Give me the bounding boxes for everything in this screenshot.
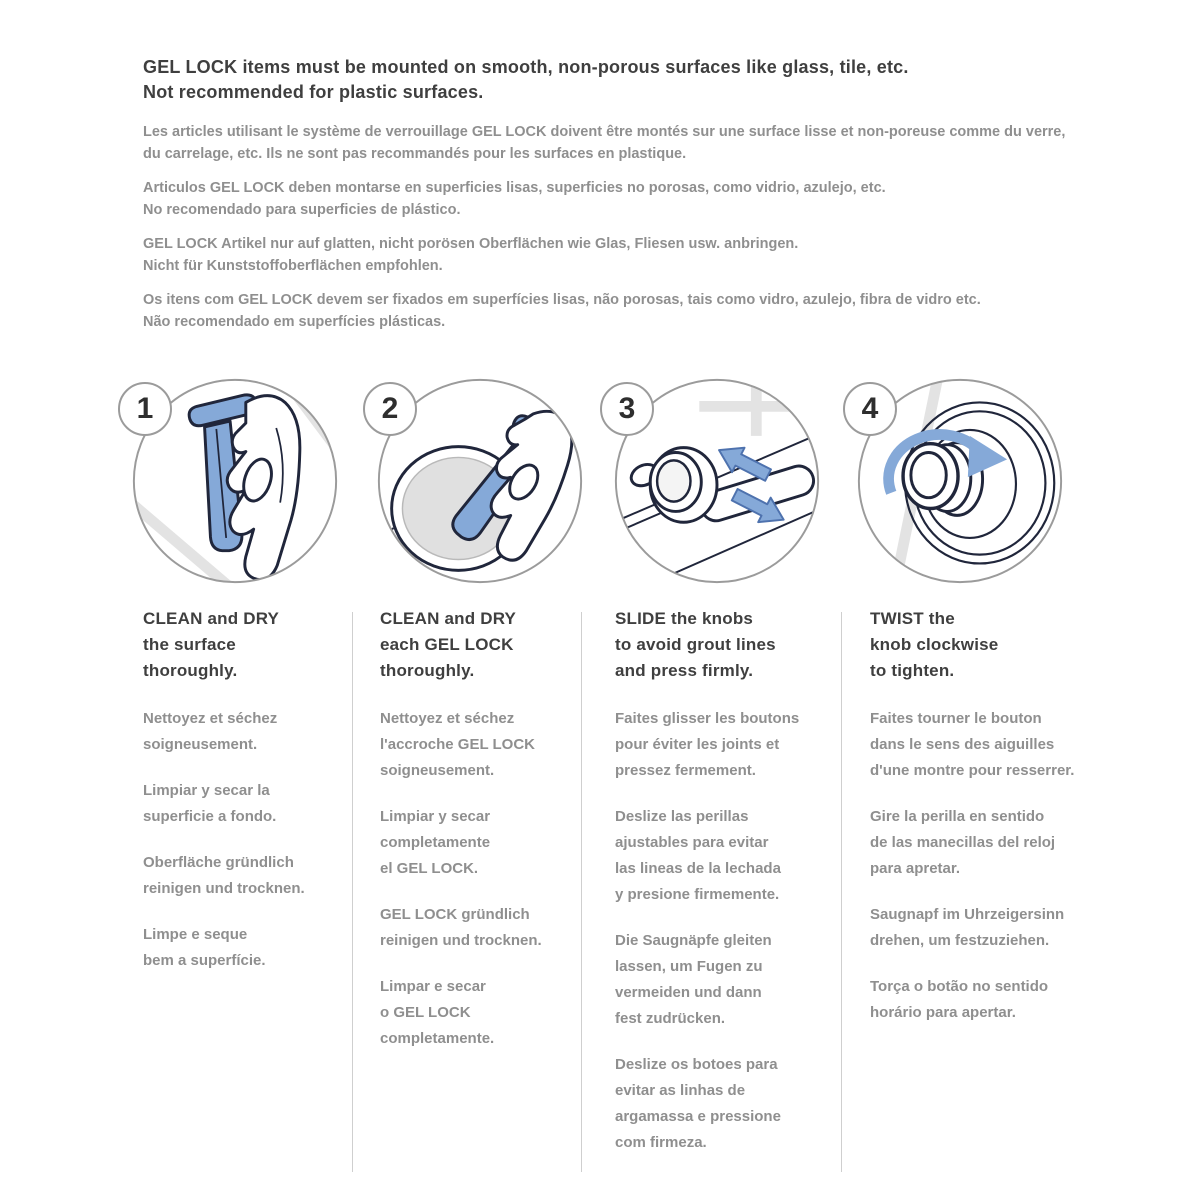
- step-text-french: Nettoyez et séchez l'accroche GEL LOCK soigneusement.: [380, 710, 536, 779]
- step-text-french: Faites tourner le bouton dans le sens des aiguilles d'une montre pour resserrer.: [870, 710, 1075, 779]
- step-text-german: Oberfläche gründlich reinigen und trocknen.: [143, 854, 305, 897]
- step-text-spanish: Limpiar y secar la superficie a fondo.: [143, 782, 277, 825]
- step-heading: CLEAN and DRY each GEL LOCK thoroughly.: [380, 609, 517, 680]
- step-number-badge: [363, 382, 417, 436]
- step-2-figure: [372, 373, 588, 589]
- step-4-figure: [852, 373, 1068, 589]
- step-text-spanish: Gire la perilla en sentido de las manecillas del reloj para apretar.: [870, 808, 1056, 877]
- step-number-badge: [118, 382, 172, 436]
- intro-spanish: Articulos GEL LOCK deben montarse en superficies lisas, superficies no porosas, como vidrio, azulejo, etc. No recomendado para superficies de plástico.: [143, 180, 886, 218]
- step-text-portuguese: Deslize os botoes para evitar as linhas de argamassa e pressione com firmeza.: [615, 1056, 781, 1151]
- step-4-text-column: [870, 606, 1095, 1046]
- intro-text-block: [143, 55, 1078, 345]
- step-heading: CLEAN and DRY the surface thoroughly.: [143, 609, 280, 680]
- step-text-portuguese: Limpe e seque bem a superfície.: [143, 926, 266, 969]
- step-1-figure: [127, 373, 343, 589]
- step-2-text-column: [380, 606, 570, 1072]
- step-heading: SLIDE the knobs to avoid grout lines and press firmly.: [615, 609, 776, 680]
- intro-english: GEL LOCK items must be mounted on smooth, non-porous surfaces like glass, tile, etc. Not recommended for plastic surfaces.: [143, 57, 909, 102]
- step-number: 3: [618, 392, 636, 425]
- column-divider: [352, 612, 353, 1172]
- step-number-badge: [843, 382, 897, 436]
- step-text-german: GEL LOCK gründlich reinigen und trocknen.: [380, 906, 542, 949]
- intro-french: Les articles utilisant le système de verrouillage GEL LOCK doivent être montés sur une surface lisse et non-poreuse comme du verre, du carrelage, etc. Ils ne sont pas recommandés pour les surfaces en plastique.: [143, 124, 1066, 162]
- step-number: 2: [381, 392, 399, 425]
- intro-portuguese: Os itens com GEL LOCK devem ser fixados em superfícies lisas, não porosas, tais como vidro, azulejo, fibra de vidro etc. Não recomendado em superfícies plásticas.: [143, 292, 981, 330]
- intro-german: GEL LOCK Artikel nur auf glatten, nicht porösen Oberflächen wie Glas, Fliesen usw. anbringen. Nicht für Kunststoffoberflächen empfohlen.: [143, 236, 799, 274]
- step-number: 1: [136, 392, 154, 425]
- step-number-badge: [600, 382, 654, 436]
- step-3-figure: [609, 373, 825, 589]
- step-3-text-column: [615, 606, 833, 1176]
- step-heading: TWIST the knob clockwise to tighten.: [870, 609, 999, 680]
- step-1-text-column: [143, 606, 343, 994]
- step-text-french: Nettoyez et séchez soigneusement.: [143, 710, 278, 753]
- step-number: 4: [861, 392, 879, 425]
- step-text-portuguese: Limpar e secar o GEL LOCK completamente.: [380, 978, 495, 1047]
- step-text-german: Die Saugnäpfe gleiten lassen, um Fugen zu vermeiden und dann fest zudrücken.: [615, 932, 772, 1027]
- step-text-portuguese: Torça o botão no sentido horário para apertar.: [870, 978, 1049, 1021]
- step-text-german: Saugnapf im Uhrzeigersinn drehen, um festzuziehen.: [870, 906, 1065, 949]
- step-text-french: Faites glisser les boutons pour éviter les joints et pressez fermement.: [615, 710, 800, 779]
- step-text-spanish: Limpiar y secar completamente el GEL LOCK.: [380, 808, 491, 877]
- hand-outline: [227, 396, 300, 580]
- column-divider: [581, 612, 582, 1172]
- column-divider: [841, 612, 842, 1172]
- step-text-spanish: Deslize las perillas ajustables para evitar las lineas de la lechada y presione firmemente.: [615, 808, 781, 903]
